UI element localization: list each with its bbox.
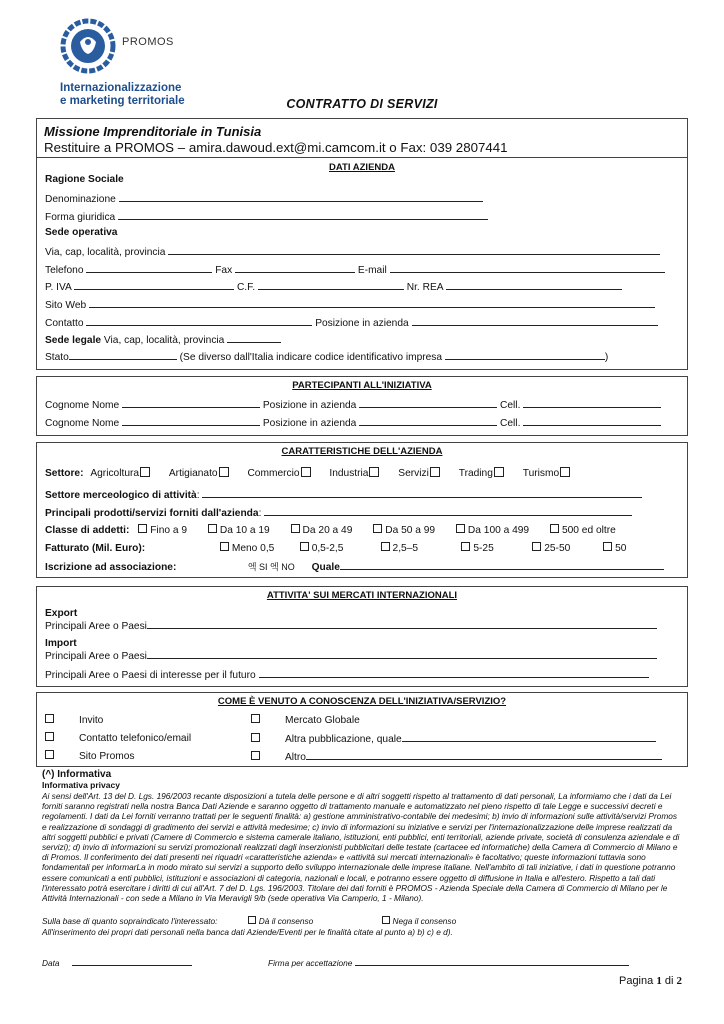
addetti-row: Classe di addetti: Fino a 9 Da 10 a 19 Da 20 a 49 Da 50 a 99 Da 100 a 499 500 ed oltre	[45, 525, 616, 536]
settore-option[interactable]: Agricoltura	[90, 468, 150, 479]
mercati-title: ATTIVITA' SUI MERCATI INTERNAZIONALI	[266, 590, 458, 601]
partecipanti-title: PARTECIPANTI ALL'INIZIATIVA	[292, 380, 432, 391]
conoscenza-box	[36, 692, 688, 767]
conoscenza-option[interactable]: Altra pubblicazione, quale	[251, 732, 656, 745]
partecipanti-box	[36, 376, 688, 436]
settore-option[interactable]: Trading	[459, 468, 504, 479]
contatto-row[interactable]: Contatto Posizione in azienda	[45, 316, 658, 329]
addetti-option[interactable]: Da 20 a 49	[291, 525, 353, 536]
contatti-row[interactable]: Telefono Fax E-mail	[45, 263, 665, 276]
addetti-option[interactable]: Fino a 9	[138, 525, 187, 536]
conoscenza-option[interactable]: Altro	[251, 750, 662, 763]
informativa-heading: (^) Informativa	[42, 769, 112, 780]
fatturato-option[interactable]: 25-50	[532, 542, 600, 554]
sede-operativa-label: Sede operativa	[45, 227, 118, 238]
settore-option[interactable]: Artigianato	[169, 468, 229, 479]
sito-web-field[interactable]: Sito Web	[45, 298, 655, 311]
consent-yes-option[interactable]: Dà il consenso	[248, 916, 313, 926]
fiscale-row[interactable]: P. IVA C.F. Nr. REA	[45, 280, 622, 293]
caratteristiche-title: CARATTERISTICHE DELL'AZIENDA	[281, 446, 443, 457]
brand-name: PROMOS	[122, 36, 174, 48]
fatturato-option[interactable]: 2,5–5	[381, 542, 459, 554]
iscrizione-options[interactable]: 엑 SI 엑 NO	[247, 562, 295, 572]
page-title: CONTRATTO DI SERVIZI	[286, 97, 438, 111]
consent-row: Sulla base di quanto sopraindicato l'interessato: Dà il consenso Nega il consenso	[42, 916, 457, 926]
settore-option[interactable]: Commercio	[247, 468, 310, 479]
interesse-field[interactable]: Principali Aree o Paesi di interesse per il futuro	[45, 668, 649, 681]
export-field[interactable]: Principali Aree o Paesi	[45, 619, 657, 632]
merceologico-field[interactable]: Settore merceologico di attività:	[45, 488, 642, 501]
consent-detail: All'inserimento dei propri dati personali nella banca dati Aziende/Eventi per le finalità citate al punto a) b) c) e d).	[42, 927, 453, 937]
settore-option[interactable]: Turismo	[523, 468, 570, 479]
settore-option[interactable]: Industria	[329, 468, 379, 479]
privacy-heading: Informativa privacy	[42, 780, 120, 790]
conoscenza-option[interactable]: Mercato Globale	[251, 714, 360, 726]
export-label: Export	[45, 608, 78, 619]
privacy-text: Ai sensi dell'Art. 13 del D. Lgs. 196/2003 recante disposizioni a tutela delle persone e di altri soggetti rispetto al trattamento di dati personali, La informiamo che i dati da Lei forniti saranno registrati nella nostra Banca Dati Aziende e saranno oggetto di trattamento manuale e automatizzato nel pieno rispetto di tale Legge e successivi decreti e regolamenti. I dati da Lei forniti verranno trattati per le seguenti finalità: a) gestione amministrativo-contabile dei medesimi; b) invio di informazioni sulle attività/servizi Promos e realizzazione di sondaggi di gradimento dei servizi e attività medesime; c) invio di informazioni su iniziative e servizi per l'internazionalizzazione delle imprese realizzati da altri soggetti pubblici e privati (Camere di Commercio e sistema camerale italiano, istituzioni, enti pubblici, enti territoriali, aziende private, società di consulenza aziendale e di servizi); d) invio di informazioni su servizi promozionali realizzati dagli inserzionisti pubblicitari delle testate (cartacee ed informatiche) della Camera di Commercio di Milano e di Promos. Il conferimento dei dati presenti nei riquadri «caratteristiche azienda» e «attività sui mercati internazionali» è facoltativo; queste informazioni tuttavia sono fondamentali per informarLa in modo mirato sui servizi a supporto dello sviluppo internazionale delle imprese italiane. Nell'ambito di tali iniziative, i dati in questione potranno essere comunicati a enti pubblici, istituzioni e associazioni di categoria, nazionali e locali, e potranno essere oggetto di diffusione in Italia e all'estero. Rispetto a tali dati l'interessato potrà esercitare i diritti di cui all'Art. 7 del D. Lgs. 196/2003. Titolare dei dati forniti è PROMOS - Azienda Speciale della Camera di Commercio di Milano per le Attività Internazionali - con sede a Milano in Via Meravigli 9/b (sede operativa Via Camperio, 1 - Milano).	[42, 791, 680, 904]
forma-giuridica-field[interactable]: Forma giuridica	[45, 210, 488, 223]
partecipante-row[interactable]: Cognome Nome Posizione in azienda Cell.	[45, 398, 661, 411]
data-field[interactable]: Data	[42, 957, 192, 968]
mercati-box	[36, 586, 688, 687]
dati-azienda-box	[36, 118, 688, 370]
dati-azienda-title: DATI AZIENDA	[329, 162, 395, 173]
ragione-sociale-label: Ragione Sociale	[45, 174, 124, 185]
fatturato-option[interactable]: 5-25	[461, 542, 529, 554]
iscrizione-row[interactable]: Iscrizione ad associazione: 엑 SI 엑 NO Quale	[45, 560, 664, 573]
consent-no-option[interactable]: Nega il consenso	[382, 916, 457, 926]
conoscenza-option[interactable]: Sito Promos	[45, 750, 134, 762]
import-field[interactable]: Principali Aree o Paesi	[45, 649, 657, 662]
fatturato-row: Fatturato (Mil. Euro): Meno 0,5 0,5-2,5 2,5–5 5-25 25-50 50	[45, 543, 627, 554]
sede-legale-field[interactable]: Sede legale Via, cap, località, provincia	[45, 333, 281, 346]
firma-field[interactable]: Firma per accettazione	[268, 957, 629, 968]
promos-emblem-icon	[60, 18, 116, 74]
fatturato-option[interactable]: 50	[603, 543, 626, 554]
settore-row: Settore: Agricoltura Artigianato Commercio Industria Servizi Trading Turismo	[45, 467, 570, 479]
principali-prodotti-field[interactable]: Principali prodotti/servizi forniti dall'azienda:	[45, 506, 632, 519]
partecipante-row[interactable]: Cognome Nome Posizione in azienda Cell.	[45, 416, 661, 429]
addetti-option[interactable]: Da 100 a 499	[456, 525, 529, 536]
addetti-option[interactable]: Da 10 a 19	[208, 525, 270, 536]
settore-option[interactable]: Servizi	[398, 468, 440, 479]
stato-field[interactable]: Stato (Se diverso dall'Italia indicare codice identificativo impresa )	[45, 352, 609, 363]
mission-name: Missione Imprenditoriale in Tunisia	[44, 124, 262, 139]
addetti-option[interactable]: 500 ed oltre	[550, 525, 616, 536]
addetti-option[interactable]: Da 50 a 99	[373, 525, 435, 536]
fatturato-option[interactable]: 0,5-2,5	[300, 542, 378, 554]
via-operativa-field[interactable]: Via, cap, località, provincia	[45, 245, 660, 258]
fatturato-option[interactable]: Meno 0,5	[220, 542, 297, 554]
caratteristiche-box	[36, 442, 688, 578]
import-label: Import	[45, 638, 77, 649]
conoscenza-title: COME È VENUTO A CONOSCENZA DELL'INIZIATIVA/SERVIZIO?	[217, 696, 507, 707]
page-number: Pagina 1 di 2	[618, 975, 682, 987]
conoscenza-option[interactable]: Contatto telefonico/email	[45, 732, 191, 744]
return-info: Restituire a PROMOS – amira.dawoud.ext@mi.camcom.it o Fax: 039 2807441	[44, 140, 508, 155]
conoscenza-option[interactable]: Invito	[45, 714, 103, 726]
tagline: Internazionalizzazione e marketing territoriale	[60, 82, 185, 107]
denominazione-field[interactable]: Denominazione	[45, 192, 483, 205]
